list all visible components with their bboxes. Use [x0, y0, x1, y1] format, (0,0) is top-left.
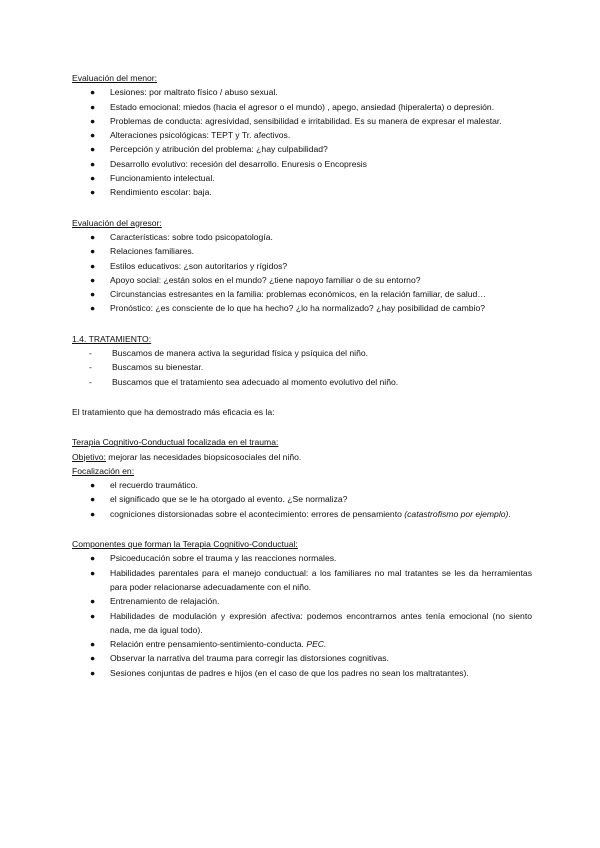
list-item: ● el significado que se le ha otorgado al evento. ¿Se normaliza?: [72, 492, 532, 506]
bullet-icon: ●: [90, 158, 96, 169]
section-evaluacion-agresor: [72, 216, 532, 316]
bullet-list: [72, 85, 532, 199]
bullet-icon: ●: [90, 639, 96, 650]
section-evaluacion-menor: [72, 71, 532, 200]
dash-marker: -: [89, 376, 92, 387]
bullet-icon: ●: [90, 567, 96, 578]
bullet-icon: ●: [90, 101, 96, 112]
intro-paragraph: [72, 405, 532, 419]
section-heading: 1.4. TRATAMIENTO:: [72, 333, 152, 344]
list-item: - Buscamos que el tratamiento sea adecuado al momento evolutivo del niño.: [72, 375, 532, 389]
bullet-icon: ●: [90, 260, 96, 271]
document-page: [72, 71, 532, 696]
bullet-icon: ●: [90, 87, 96, 98]
list-item: ● el recuerdo traumático.: [72, 478, 532, 492]
dash-marker: -: [89, 362, 92, 373]
list-item: ● Características: sobre todo psicopatología.: [72, 230, 532, 244]
bullet-list: [72, 478, 532, 521]
list-item: - Buscamos su bienestar.: [72, 360, 532, 374]
section-terapia: [72, 435, 532, 521]
list-item: ● Lesiones: por maltrato físico / abuso sexual.: [72, 85, 532, 99]
list-item: ● Entrenamiento de relajación.: [72, 594, 532, 608]
bullet-icon: ●: [90, 289, 96, 300]
bullet-icon: ●: [90, 596, 96, 607]
bullet-icon: ●: [90, 246, 96, 257]
list-item: ● Estilos educativos: ¿son autoritarios y rígidos?: [72, 259, 532, 273]
list-item: - Buscamos de manera activa la seguridad física y psíquica del niño.: [72, 346, 532, 360]
section-heading: Terapia Cognitivo-Conductual focalizada en el trauma:: [72, 437, 279, 448]
list-item: ● cogniciones distorsionadas sobre el acontecimiento: errores de pensamiento (catastrofismo por ejemplo).: [72, 507, 532, 521]
dash-list: [72, 346, 532, 389]
bullet-icon: ●: [90, 480, 96, 491]
section-componentes: [72, 537, 532, 680]
list-item: ● Relaciones familiares.: [72, 244, 532, 258]
bullet-icon: ●: [90, 115, 96, 126]
list-item: ● Psicoeducación sobre el trauma y las reacciones normales.: [72, 551, 532, 565]
objetivo-line: [72, 450, 532, 464]
list-item: ● Habilidades parentales para el manejo conductual: a los familiares no mal tratantes se les da herramientas para poder relacionarse adecuadamente con el niño.: [90, 567, 532, 592]
section-tratamiento: [72, 332, 532, 389]
bullet-icon: ●: [90, 508, 96, 519]
focalizacion-label: Focalización en:: [72, 465, 135, 476]
bullet-icon: ●: [90, 494, 96, 505]
bullet-icon: ●: [90, 173, 96, 184]
bullet-icon: ●: [90, 653, 96, 664]
list-item: ● Problemas de conducta: agresividad, sensibilidad e irritabilidad. Es su manera de expresar el malestar.: [72, 114, 532, 128]
section-heading: Evaluación del agresor:: [72, 217, 162, 228]
dash-marker: -: [89, 348, 92, 359]
intro-text: El tratamiento que ha demostrado más eficacia es la:: [72, 406, 275, 417]
list-item: ● Desarrollo evolutivo: recesión del desarrollo. Enuresis o Encopresis: [72, 157, 532, 171]
bullet-icon: ●: [90, 667, 96, 678]
bullet-icon: ●: [90, 553, 96, 564]
list-item: ● Relación entre pensamiento-sentimiento-conducta. PEC.: [72, 637, 532, 651]
bullet-icon: ●: [90, 303, 96, 314]
list-item: ● Percepción y atribución del problema: ¿hay culpabilidad?: [72, 142, 532, 156]
bullet-icon: ●: [90, 144, 96, 155]
list-item: ● Estado emocional: miedos (hacia el agresor o el mundo) , apego, ansiedad (hiperalerta) o depresión.: [72, 100, 532, 114]
list-item: ● Apoyo social: ¿están solos en el mundo? ¿tiene napoyo familiar o de su entorno?: [72, 273, 532, 287]
bullet-icon: ●: [90, 231, 96, 242]
list-item: ● Rendimiento escolar: baja.: [72, 185, 532, 199]
list-item: ● Alteraciones psicológicas: TEPT y Tr. afectivos.: [72, 128, 532, 142]
bullet-icon: ●: [90, 187, 96, 198]
bullet-icon: ●: [90, 610, 96, 621]
section-heading: Componentes que forman la Terapia Cognitivo-Conductual:: [72, 539, 298, 550]
objetivo-text: mejorar las necesidades biopsicosociales del niño.: [105, 451, 302, 462]
objetivo-label: Objetivo:: [72, 451, 106, 462]
list-item: ● Observar la narrativa del trauma para corregir las distorsiones cognitivas.: [72, 651, 532, 665]
bullet-icon: ●: [90, 274, 96, 285]
bullet-list: [72, 551, 532, 680]
list-item: ● Funcionamiento intelectual.: [72, 171, 532, 185]
section-heading: Evaluación del menor:: [72, 73, 158, 83]
bullet-icon: ●: [90, 130, 96, 141]
list-item: ● Sesiones conjuntas de padres e hijos (en el caso de que los padres no sean los maltratantes).: [72, 666, 532, 680]
list-item: ● Circunstancias estresantes en la familia: problemas económicos, en la relación familiar, de salud…: [72, 287, 532, 301]
bullet-list: [72, 230, 532, 316]
list-item: ● Habilidades de modulación y expresión afectiva: podemos encontrarnos antes tenía emocional (no siento nada, me da igual todo).: [90, 610, 532, 635]
list-item: ● Pronóstico: ¿es consciente de lo que ha hecho? ¿lo ha normalizado? ¿hay posibilidad de cambio?: [72, 301, 532, 315]
